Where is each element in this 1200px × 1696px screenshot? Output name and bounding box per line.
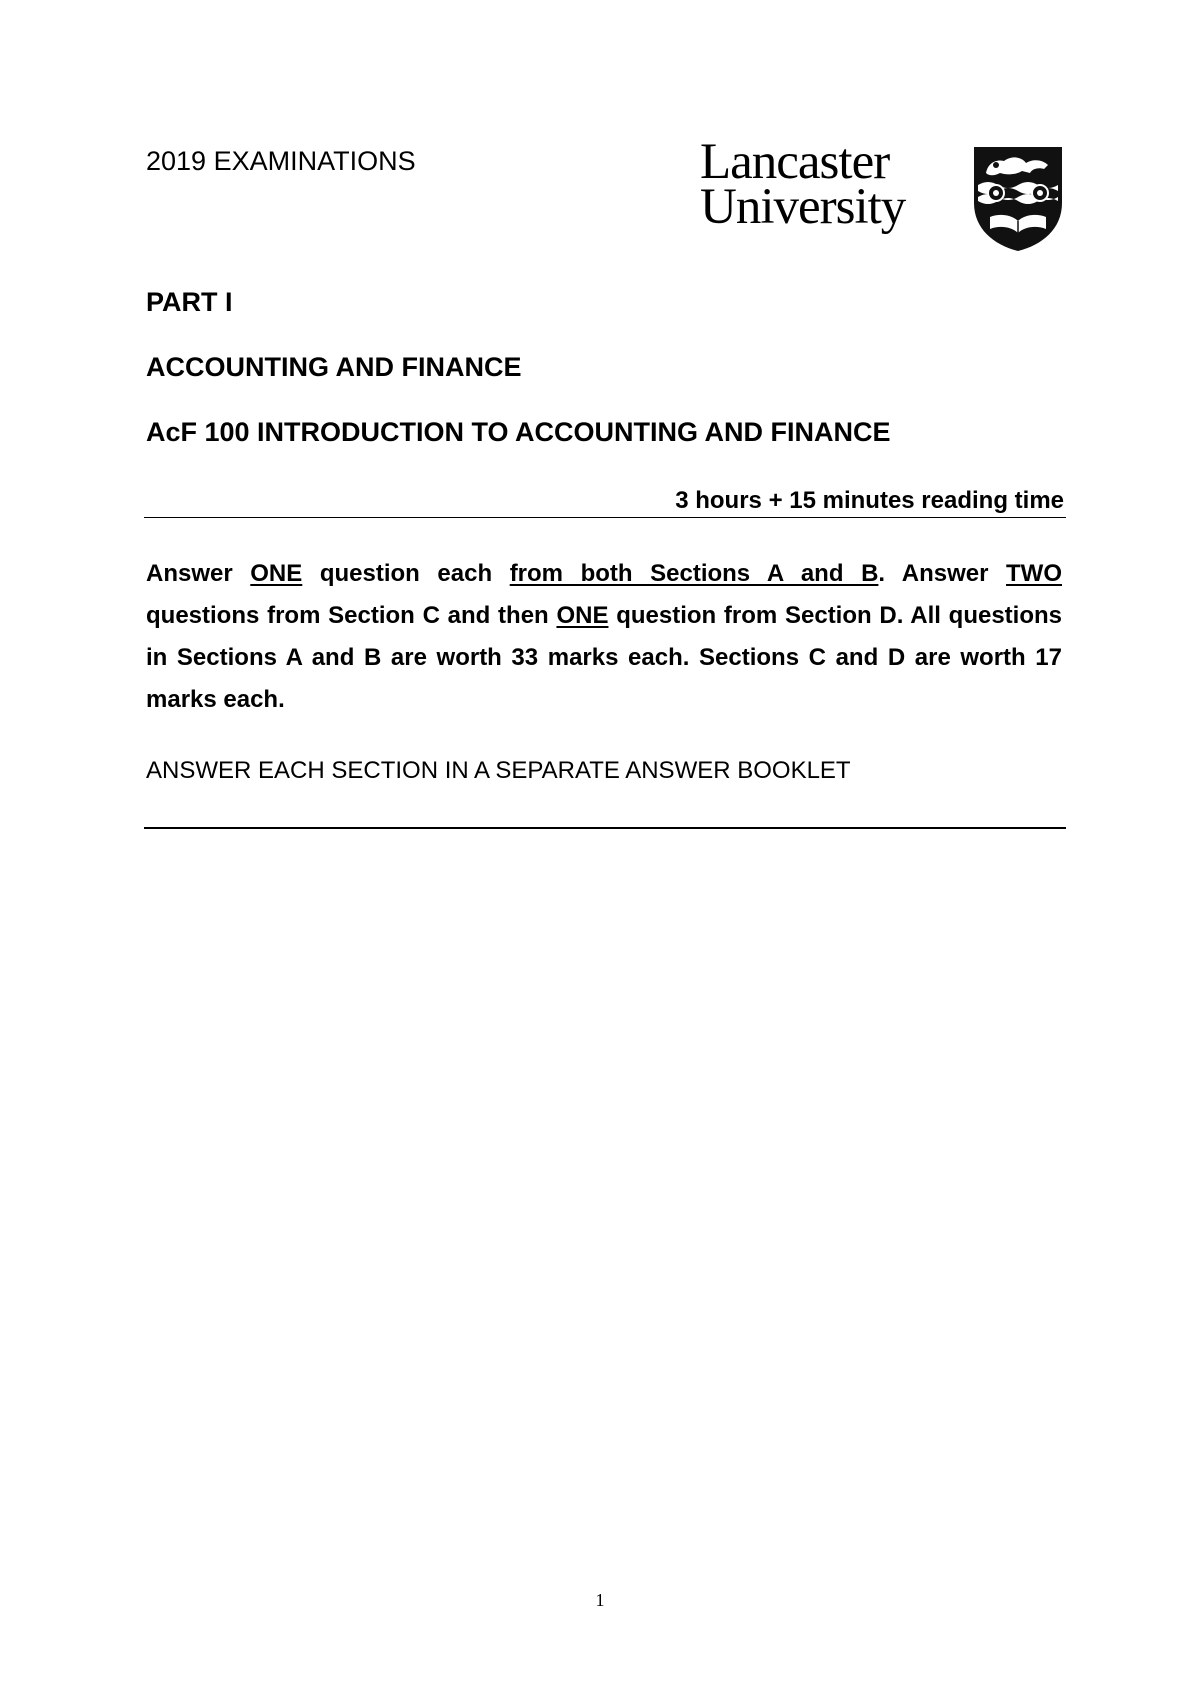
department-title: ACCOUNTING AND FINANCE [146, 352, 522, 382]
logo-wordmark [700, 134, 906, 235]
logo-line-2: University [700, 179, 906, 235]
header-divider [144, 517, 1066, 518]
exam-part: PART I [146, 287, 233, 317]
instruction-text: Answer [146, 560, 251, 587]
instruction-emphasis: ONE [556, 602, 609, 629]
instruction-emphasis: from both Sections A and B [509, 560, 879, 587]
instruction-text: question from Section D. All questions in Sections A and B are worth 33 marks each. Sections C and D are worth 17 marks each. [146, 602, 1063, 713]
course-title: AcF 100 INTRODUCTION TO ACCOUNTING AND FINANCE [146, 417, 891, 447]
page-number: 1 [595, 1590, 605, 1610]
exam-duration: 3 hours + 15 minutes reading time [675, 487, 1064, 514]
instruction-text: questions from Section C and then [146, 602, 557, 629]
crest-icon [972, 145, 1064, 253]
booklet-notice: ANSWER EACH SECTION IN A SEPARATE ANSWER BOOKLET [146, 757, 851, 784]
section-divider [144, 827, 1066, 829]
instruction-emphasis: TWO [1006, 560, 1062, 587]
instruction-emphasis: ONE [250, 560, 303, 587]
exam-instructions [146, 553, 1062, 721]
logo-line-1: Lancaster [700, 134, 890, 190]
exam-year: 2019 EXAMINATIONS [146, 146, 416, 176]
university-logo [700, 134, 1070, 255]
instruction-text: . Answer [878, 560, 1007, 587]
instruction-text: question each [302, 560, 510, 587]
